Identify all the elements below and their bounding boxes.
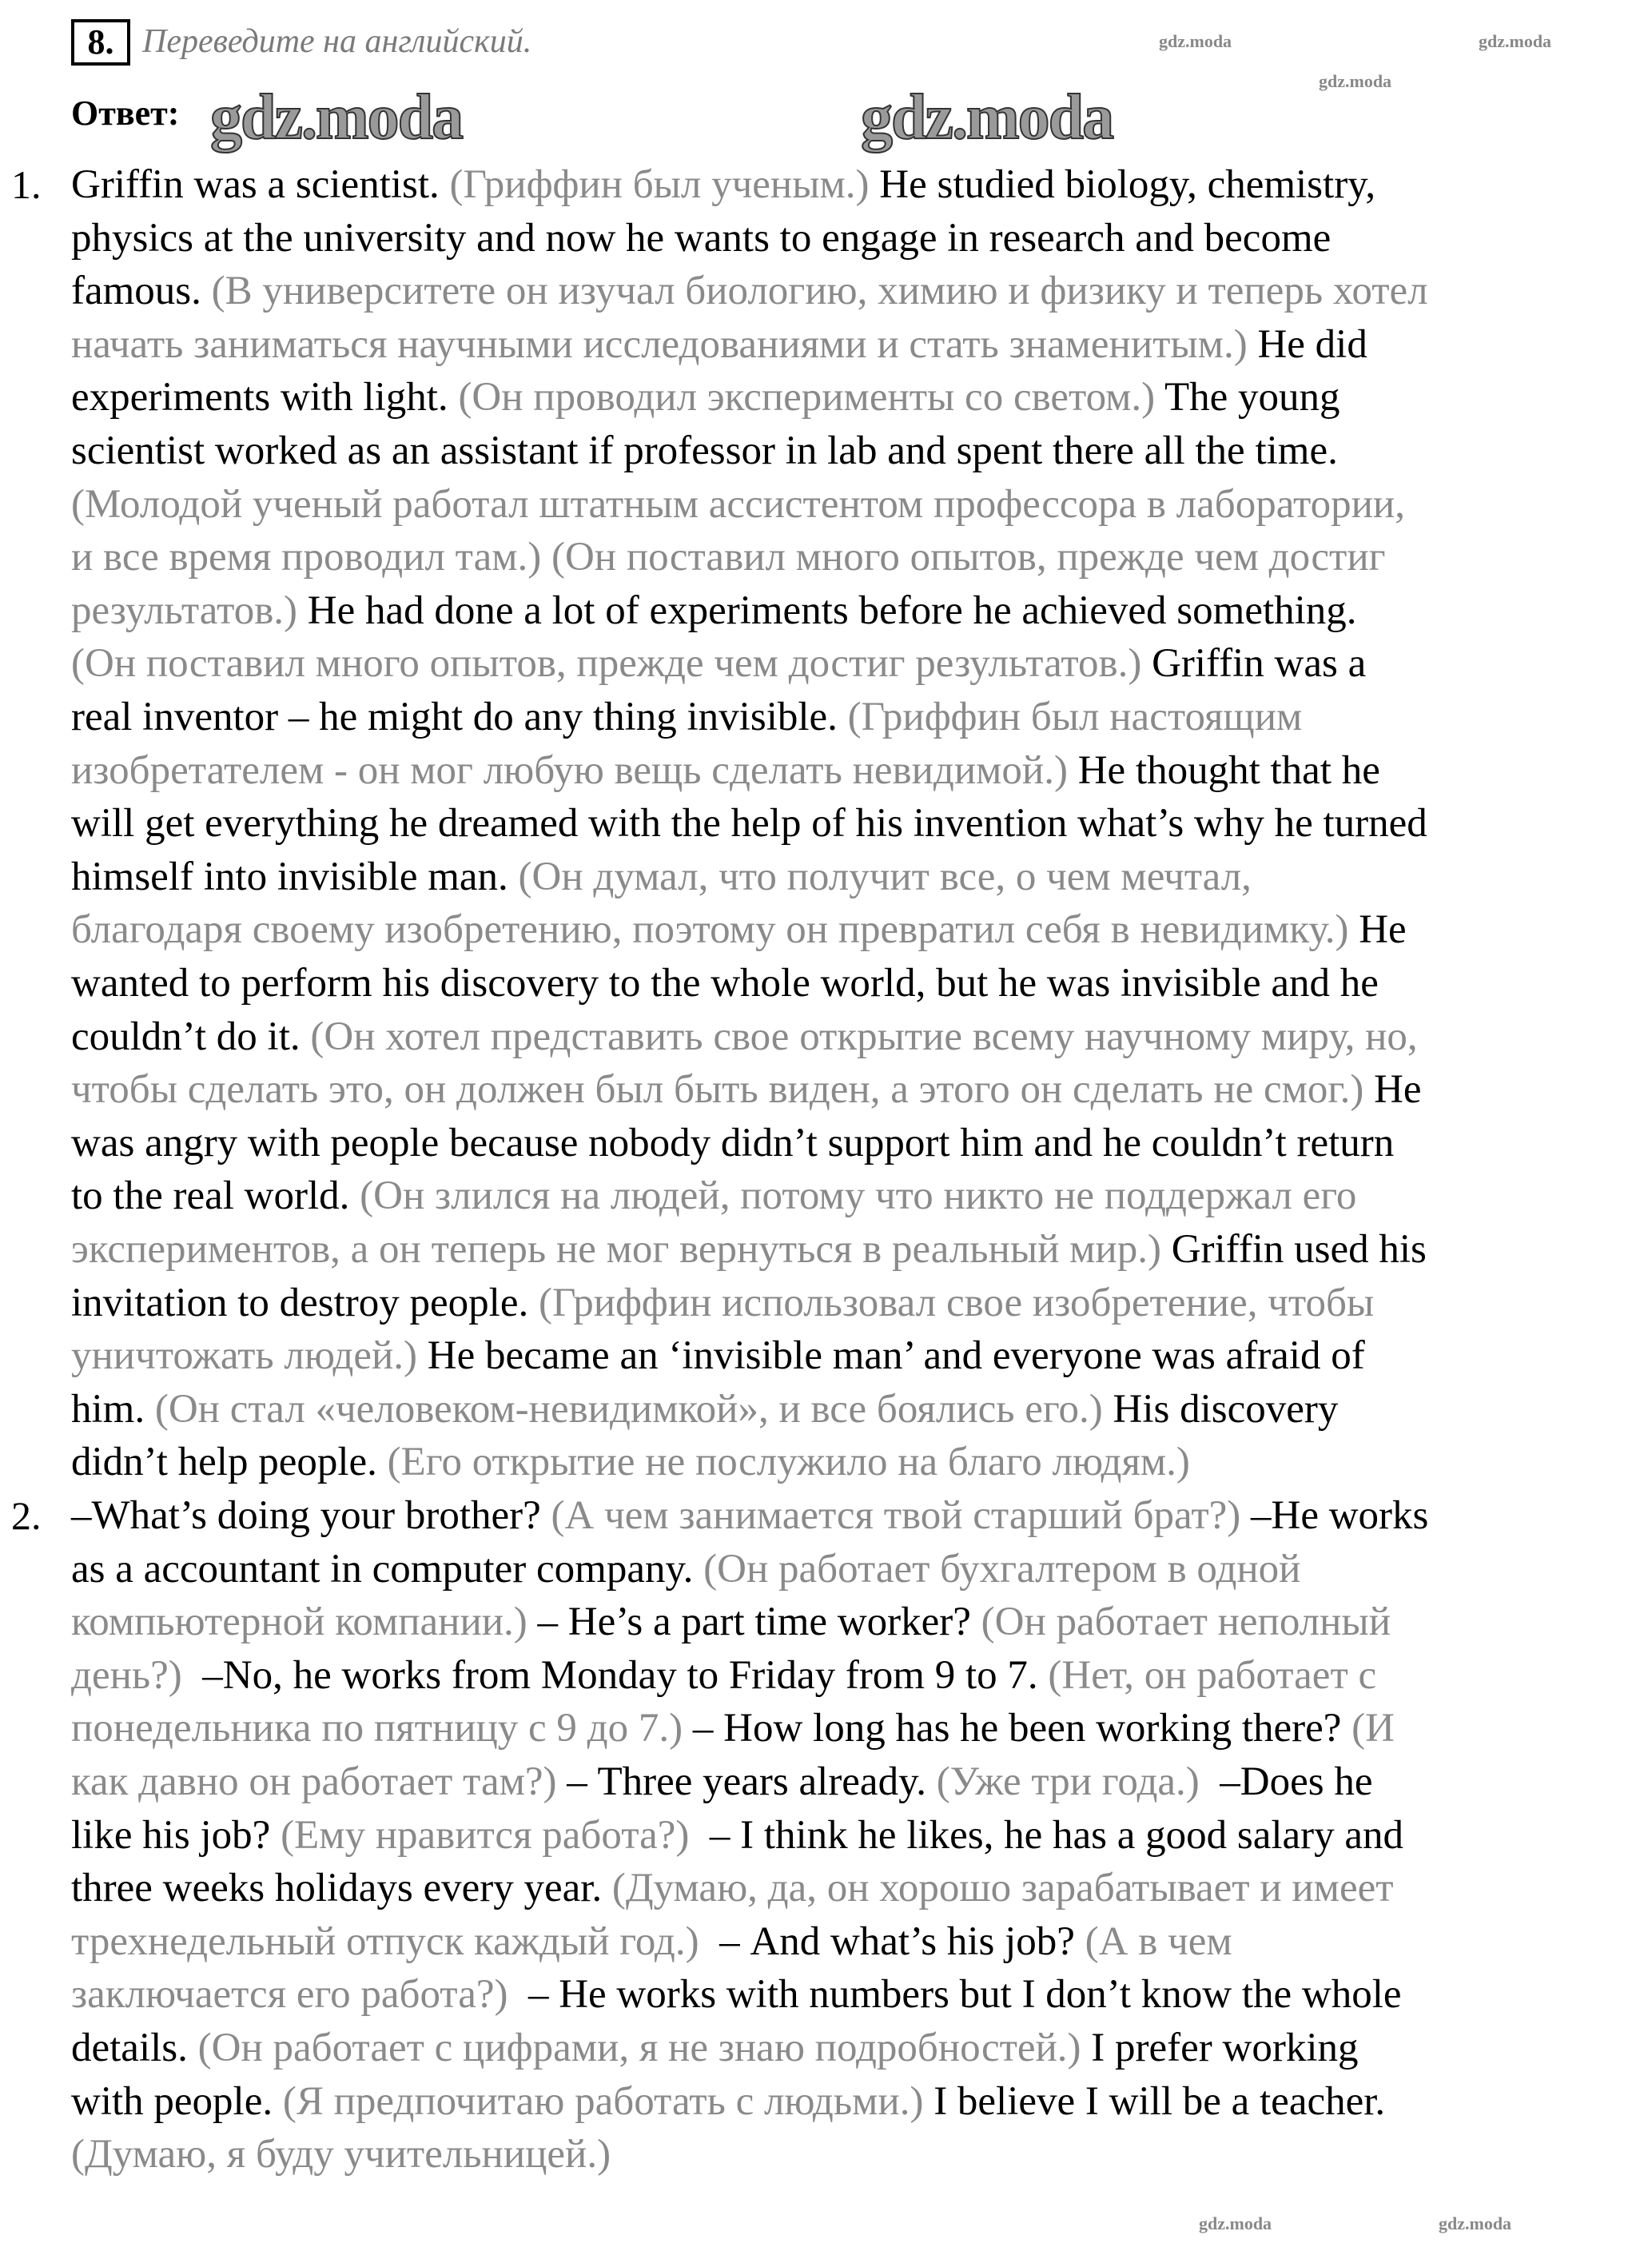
text-line [71, 1329, 1365, 1382]
english-text: The young [1155, 375, 1340, 420]
russian-translation: и все время проводил там.) (Он поставил много опытов, прежде чем достиг [71, 535, 1386, 580]
english-text: He thought that he [1067, 747, 1380, 793]
text-line [71, 1010, 1418, 1063]
russian-translation: (Он работает неполный [981, 1600, 1391, 1645]
english-text: – And what’s his job? [699, 1918, 1085, 1964]
english-text: He studied biology, chemistry, [869, 162, 1376, 207]
russian-translation: (Он работает с цифрами, я не знаю подробностей.) [197, 2026, 1081, 2070]
english-text: physics at the university and now he wants to engage in research and become [71, 215, 1332, 261]
text-line [71, 1755, 1372, 1808]
english-text: –What’s doing your brother? [71, 1493, 551, 1538]
russian-translation: (Он поставил много опытов, прежде чем достиг результатов.) [71, 641, 1142, 687]
english-text: with people. [71, 2078, 283, 2124]
text-line [71, 1063, 1422, 1116]
english-text: didn’t help people. [71, 1440, 388, 1485]
russian-translation: (В университете он изучал биологию, химию и физику и теперь хотел [211, 269, 1428, 314]
russian-translation: (А чем занимается твой старший брат?) [551, 1493, 1241, 1538]
russian-translation: (Он думал, что получит все, о чем мечтал, [518, 854, 1252, 899]
russian-translation: начать заниматься научными исследованиями и стать знаменитым.) [71, 321, 1248, 367]
russian-translation: (Думаю, да, он хорошо зарабатывает и имеет [611, 1866, 1394, 1911]
text-line [71, 2075, 1385, 2128]
text-line [71, 158, 1375, 211]
text-line [71, 957, 1379, 1010]
russian-translation: (Он хотел представить свое открытие всему научному миру, но, [310, 1014, 1418, 1059]
answer-label: Ответ: [71, 94, 180, 133]
english-text: I believe I will be a teacher. [923, 2078, 1386, 2124]
text-line [71, 1543, 1300, 1596]
russian-translation: изобретателем - он мог любую вещь сделать невидимой.) [71, 747, 1068, 793]
english-text: him. [71, 1386, 155, 1432]
russian-translation: понедельника по пятницу с 9 до 7.) [71, 1706, 683, 1751]
english-text: – I think he likes, he has a good salary and [689, 1812, 1404, 1858]
text-line [71, 1223, 1427, 1276]
watermark-small: gdz.moda [1479, 31, 1552, 51]
watermark-logo: gdz.moda [210, 82, 463, 153]
english-text: like his job? [71, 1812, 281, 1858]
text-line [71, 1596, 1391, 1648]
text-line [71, 1277, 1374, 1329]
russian-translation: (Уже три года.) [936, 1759, 1200, 1804]
text-line [71, 531, 1386, 584]
english-text: real inventor – he might do any thing invisible. [71, 695, 848, 739]
english-text: details. [71, 2026, 198, 2070]
text-line [71, 1968, 1402, 2021]
watermark-logo: gdz.moda [861, 82, 1113, 153]
text-line [71, 584, 1357, 637]
english-text: He did [1247, 321, 1367, 367]
russian-translation: (Молодой ученый работал штатным ассистентом профессора в лаборатории, [71, 481, 1405, 527]
english-text: wanted to perform his discovery to the whole world, but he was invisible and he [71, 961, 1379, 1006]
text-line [71, 691, 1302, 743]
english-text: – How long has he been working there? [683, 1706, 1352, 1751]
english-text: – Three years already. [556, 1759, 937, 1804]
text-line [71, 2022, 1359, 2074]
text-line [71, 2128, 611, 2181]
english-text: –He works [1240, 1493, 1429, 1538]
english-text: He [1348, 907, 1407, 953]
watermark-small: gdz.moda [1319, 71, 1392, 91]
russian-translation: (А в чем [1085, 1918, 1232, 1964]
english-text: as a accountant in computer company. [71, 1546, 704, 1592]
english-text: Griffin was a scientist. [71, 162, 450, 207]
russian-translation: трехнедельный отпуск каждый год.) [71, 1918, 699, 1964]
english-text: was angry with people because nobody didn’t support him and he couldn’t return [71, 1120, 1395, 1165]
english-text: to the real world. [71, 1173, 360, 1219]
task-instruction: Переведите на английский. [142, 23, 532, 60]
russian-translation: (Я предпочитаю работать с людьми.) [282, 2078, 924, 2124]
russian-translation: (Он стал «человеком-невидимкой», и все боялись его.) [154, 1386, 1103, 1432]
item-number: 1. [11, 162, 42, 207]
text-line [71, 318, 1367, 371]
russian-translation: (Он проводил эксперименты со светом.) [458, 375, 1156, 420]
task-number-box: 8. [71, 19, 130, 66]
english-text: His discovery [1102, 1386, 1339, 1432]
english-text: himself into invisible man. [71, 854, 519, 899]
russian-translation: (Гриффин использовал свое изобретение, чтобы [538, 1280, 1375, 1325]
english-text: invitation to destroy people. [71, 1280, 539, 1325]
english-text: famous. [71, 269, 212, 314]
text-line [71, 797, 1427, 850]
russian-translation: как давно он работает там?) [71, 1759, 557, 1804]
english-text: – He’s a part time worker? [527, 1600, 981, 1645]
english-text: He had done a lot of experiments before he achieved something. [297, 588, 1357, 633]
text-line [71, 637, 1366, 690]
english-text: –No, he works from Monday to Friday from 9 to 7. [181, 1652, 1049, 1698]
item-number: 2. [11, 1493, 42, 1538]
text-line [71, 1169, 1356, 1222]
russian-translation: (Ему нравится работа?) [281, 1812, 690, 1858]
text-line [71, 371, 1340, 424]
text-line [71, 1702, 1395, 1755]
text-line [71, 478, 1405, 531]
russian-translation: (Гриффин был настоящим [847, 695, 1303, 739]
watermark-small: gdz.moda [1439, 2213, 1512, 2233]
russian-translation: (Его открытие не послужило на благо людям.) [387, 1440, 1190, 1485]
text-line [71, 1383, 1338, 1436]
text-line [71, 1809, 1403, 1862]
english-text: – He works with numbers but I don’t know the whole [508, 1972, 1402, 2018]
text-line [71, 744, 1380, 797]
russian-translation: чтобы сделать это, он должен был быть виден, а этого он сделать не смог.) [71, 1067, 1364, 1113]
russian-translation: компьютерной компании.) [71, 1600, 527, 1645]
english-text: experiments with light. [71, 375, 459, 420]
russian-translation: (И [1351, 1706, 1395, 1751]
english-text: couldn’t do it. [71, 1014, 311, 1059]
text-line [71, 851, 1252, 903]
text-line [71, 903, 1407, 956]
russian-translation: (Думаю, я буду учительницей.) [71, 2132, 611, 2177]
russian-translation: день?) [71, 1652, 182, 1698]
text-line [71, 1915, 1232, 1968]
russian-translation: уничтожать людей.) [71, 1333, 418, 1379]
english-text: scientist worked as an assistant if professor in lab and spent there all the time. [71, 428, 1338, 473]
russian-translation: заключается его работа?) [71, 1972, 508, 2018]
text-line [71, 265, 1428, 317]
russian-translation: благодаря своему изобретению, поэтому он превратил себя в невидимку.) [71, 907, 1349, 953]
text-line [71, 1649, 1376, 1702]
russian-translation: (Он злился на людей, потому что никто не поддержал его [360, 1173, 1357, 1219]
english-text: I prefer working [1081, 2026, 1359, 2070]
english-text: He became an ‘invisible man’ and everyone was afraid of [417, 1333, 1365, 1379]
text-line [71, 424, 1338, 477]
text-line [71, 1489, 1428, 1542]
watermark-small: gdz.moda [1199, 2213, 1272, 2233]
watermark-small: gdz.moda [1159, 31, 1232, 51]
russian-translation: экспериментов, а он теперь не мог вернуться в реальный мир.) [71, 1227, 1161, 1272]
english-text: Griffin used his [1160, 1227, 1427, 1272]
text-line [71, 1862, 1394, 1914]
text-line [71, 1117, 1394, 1169]
english-text: will get everything he dreamed with the help of his invention what’s why he turned [71, 801, 1427, 847]
russian-translation: (Нет, он работает с [1048, 1652, 1377, 1698]
russian-translation: результатов.) [71, 588, 298, 633]
english-text: Griffin was a [1141, 641, 1367, 687]
text-line [71, 1436, 1190, 1488]
russian-translation: (Он работает бухгалтером в одной [703, 1546, 1301, 1592]
russian-translation: (Гриффин был ученым.) [449, 162, 870, 207]
english-text: three weeks holidays every year. [71, 1866, 612, 1911]
text-line [71, 212, 1331, 265]
english-text: –Does he [1199, 1759, 1373, 1804]
english-text: He [1363, 1067, 1422, 1113]
